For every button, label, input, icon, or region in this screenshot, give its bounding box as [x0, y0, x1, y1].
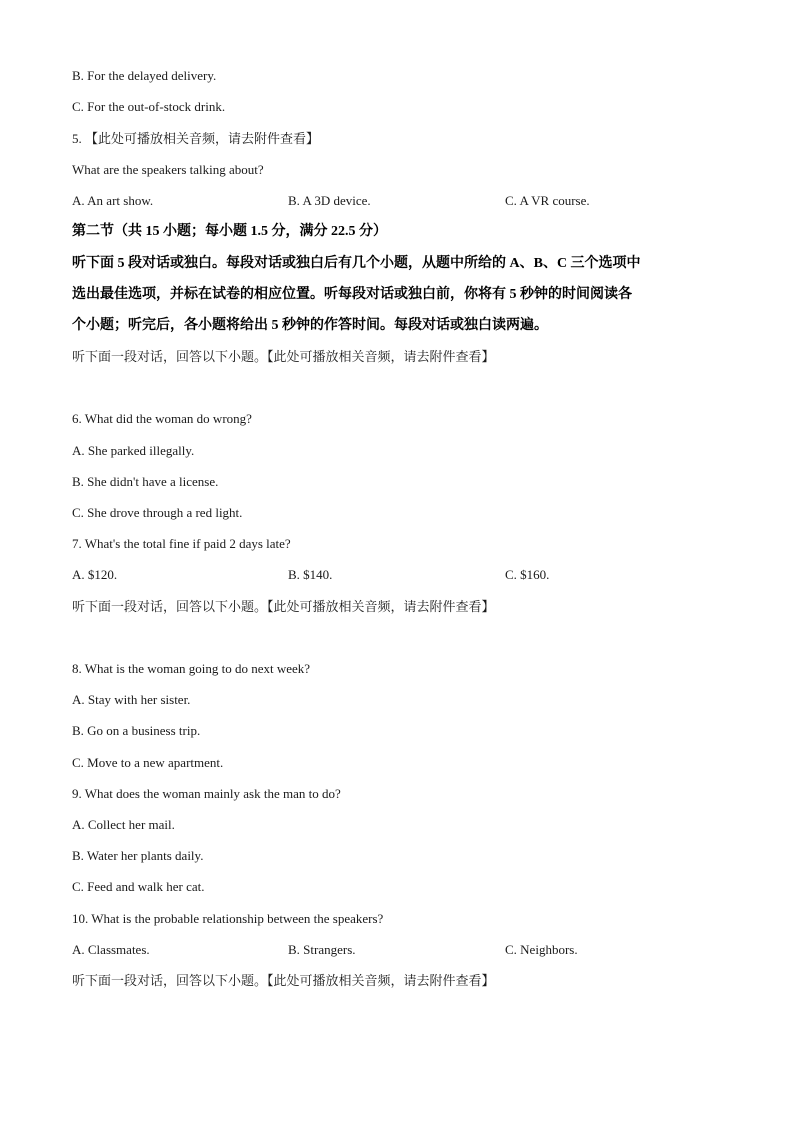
q10-option-a: A. Classmates.: [72, 942, 150, 957]
q7-option-b: B. $140.: [288, 567, 333, 582]
q6-option-c: C. She drove through a red light.: [72, 505, 243, 520]
q9-option-c: C. Feed and walk her cat.: [72, 879, 205, 894]
listen-prompt-3: 听下面一段对话，回答以下小题。【此处可播放相关音频，请去附件查看】: [72, 973, 495, 988]
q5-option-b: B. A 3D device.: [288, 193, 371, 208]
q8-option-b: B. Go on a business trip.: [72, 723, 201, 738]
section2-title: 第二节（共 15 小题；每小题 1.5 分，满分 22.5 分）: [72, 224, 387, 239]
q10-option-b: B. Strangers.: [288, 942, 356, 957]
section2-instruction-1: 听下面 5 段对话或独白。每段对话或独白后有几个小题，从题中所给的 A、B、C 三个选项中: [72, 256, 641, 271]
q9-question: 9. What does the woman mainly ask the man to do?: [72, 786, 341, 801]
q6-option-a: A. She parked illegally.: [72, 443, 195, 458]
section2-instruction-3: 个小题；听完后，各小题将给出 5 秒钟的作答时间。每段对话或独白读两遍。: [72, 318, 548, 333]
q6-question: 6. What did the woman do wrong?: [72, 411, 252, 426]
q5-audio-note: 5. 【此处可播放相关音频，请去附件查看】: [72, 131, 320, 146]
q10-option-c: C. Neighbors.: [505, 942, 578, 957]
q5-option-a: A. An art show.: [72, 193, 154, 208]
q8-option-c: C. Move to a new apartment.: [72, 755, 224, 770]
q8-option-a: A. Stay with her sister.: [72, 692, 191, 707]
q8-question: 8. What is the woman going to do next week?: [72, 661, 311, 676]
q4-option-b: B. For the delayed delivery.: [72, 68, 217, 83]
q4-option-c: C. For the out-of-stock drink.: [72, 99, 226, 114]
listen-prompt-1: 听下面一段对话，回答以下小题。【此处可播放相关音频，请去附件查看】: [72, 349, 495, 364]
q9-option-b: B. Water her plants daily.: [72, 848, 204, 863]
q5-question: What are the speakers talking about?: [72, 162, 264, 177]
q6-option-b: B. She didn't have a license.: [72, 474, 219, 489]
q9-option-a: A. Collect her mail.: [72, 817, 175, 832]
listen-prompt-2: 听下面一段对话，回答以下小题。【此处可播放相关音频，请去附件查看】: [72, 599, 495, 614]
q10-question: 10. What is the probable relationship between the speakers?: [72, 911, 384, 926]
q7-question: 7. What's the total fine if paid 2 days late?: [72, 536, 291, 551]
q7-option-c: C. $160.: [505, 567, 550, 582]
section2-instruction-2: 选出最佳选项，并标在试卷的相应位置。听每段对话或独白前，你将有 5 秒钟的时间阅读各: [72, 287, 632, 302]
q5-option-c: C. A VR course.: [505, 193, 590, 208]
q7-option-a: A. $120.: [72, 567, 118, 582]
